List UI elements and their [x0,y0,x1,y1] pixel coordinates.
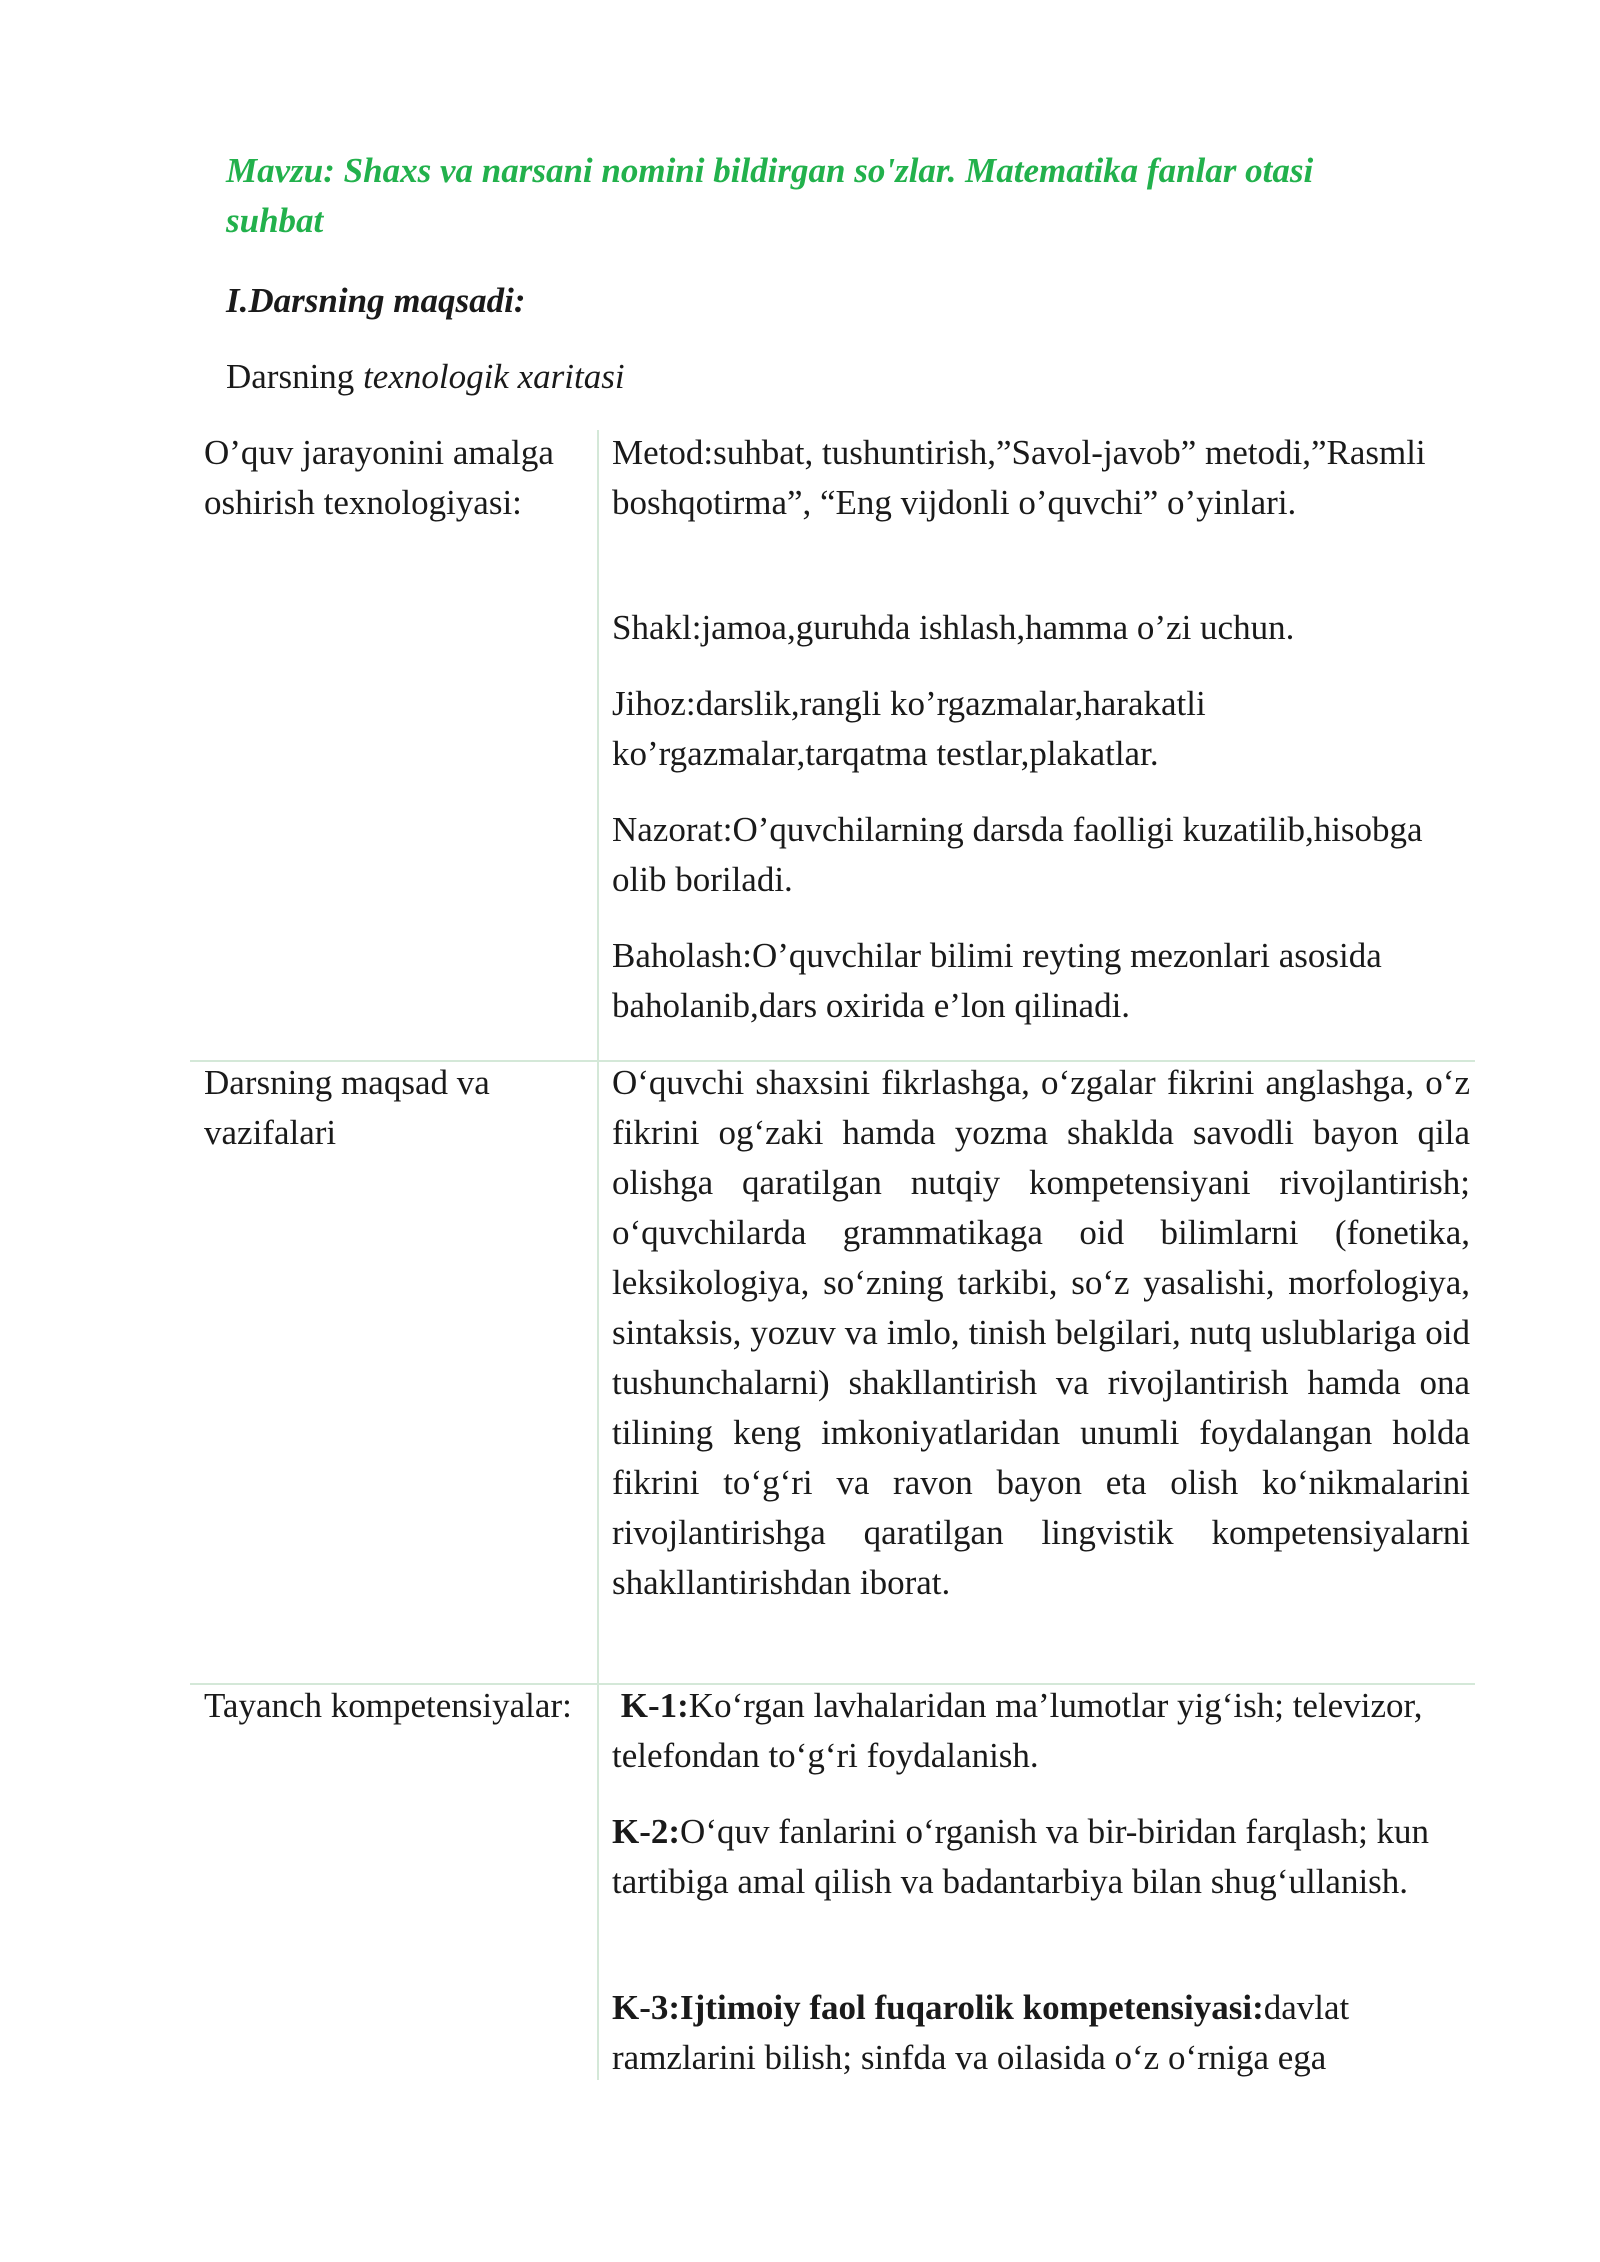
subtitle-italic: texnologik xaritasi [363,357,625,396]
table-row-label: Darsning maqsad va vazifalari [204,1063,490,1152]
equipment-paragraph: Jihoz:darslik,rangli ko’rgazmalar,harakatli ko’rgazmalar,tarqatma testlar,plakatlar. [612,684,1206,773]
form-paragraph: Shakl:jamoa,guruhda ishlash,hamma o’zi uchun. [612,608,1295,647]
subtitle-plain: Darsning [226,357,364,396]
goal-heading: I.Darsning maqsadi: [226,281,526,320]
competency-text: O‘quv fanlarini o‘rganish va bir-biridan farqlash; kun tartibiga amal qilish va badantarbiya bilan shug‘ullanish. [612,1812,1430,1901]
competency-text: Ko‘rgan lavhalaridan ma’lumotlar yig‘ish; televizor, telefondan to‘g‘ri foydalanish. [612,1686,1423,1775]
competency-code: K-3:Ijtimoiy faol fuqarolik kompetensiyasi: [612,1988,1264,2027]
competency-k3 [612,1983,1470,2083]
table-row-label: Tayanch kompetensiyalar: [204,1686,572,1725]
competency-text: davlat ramzlarini bilish; sinfda va oilasida o‘z o‘rniga ega [612,1988,1350,2077]
table-column-divider [597,430,599,2080]
method-paragraph: Metod:suhbat, tushuntirish,”Savol-javob” metodi,”Rasmli boshqotirma”, “Eng vijdonli o’quvchi” o’yinlari. [612,433,1426,522]
competency-code: K-2: [612,1812,681,1851]
competency-k2 [612,1807,1470,1907]
assessment-paragraph: Baholash:O’quvchilar bilimi reyting mezonlari asosida baholanib,dars oxirida e’lon qilinadi. [612,936,1382,1025]
competency-k1 [612,1681,1470,1781]
lesson-title: Mavzu: Shaxs va narsani nomini bildirgan so'zlar. Matematika fanlar otasi suhbat [226,151,1314,240]
table-row-label: O’quv jarayonini amalga oshirish texnologiyasi: [204,433,554,522]
goals-paragraph: O‘quvchi shaxsini fikrlashga, o‘zgalar fikrini anglashga, o‘z fikrini og‘zaki hamda yozma shaklda savodli bayon qila olishga qaratilgan nutqiy kompetensiyani rivojlantirish; o‘quvchilarda grammatikaga oid bilimlarni (fonetika, leksikologiya, so‘zning tarkibi, so‘z yasalishi, morfologiya, sintaksis, yozuv va imlo, tinish belgilari, nutq uslublariga oid tushunchalarni) shakllantirish va rivojlantirish hamda ona tilining keng imkoniyatlaridan unumli foydalangan holda fikrini to‘g‘ri va ravon bayon eta olish ko‘nikmalarini rivojlantirishga qaratilgan lingvistik kompetensiyalarni shakllantirishdan iborat. [612,1063,1470,1602]
tech-map-subtitle [226,352,625,402]
competency-code: K-1: [620,1686,689,1725]
control-paragraph: Nazorat:O’quvchilarning darsda faolligi kuzatilib,hisobga olib boriladi. [612,810,1423,899]
